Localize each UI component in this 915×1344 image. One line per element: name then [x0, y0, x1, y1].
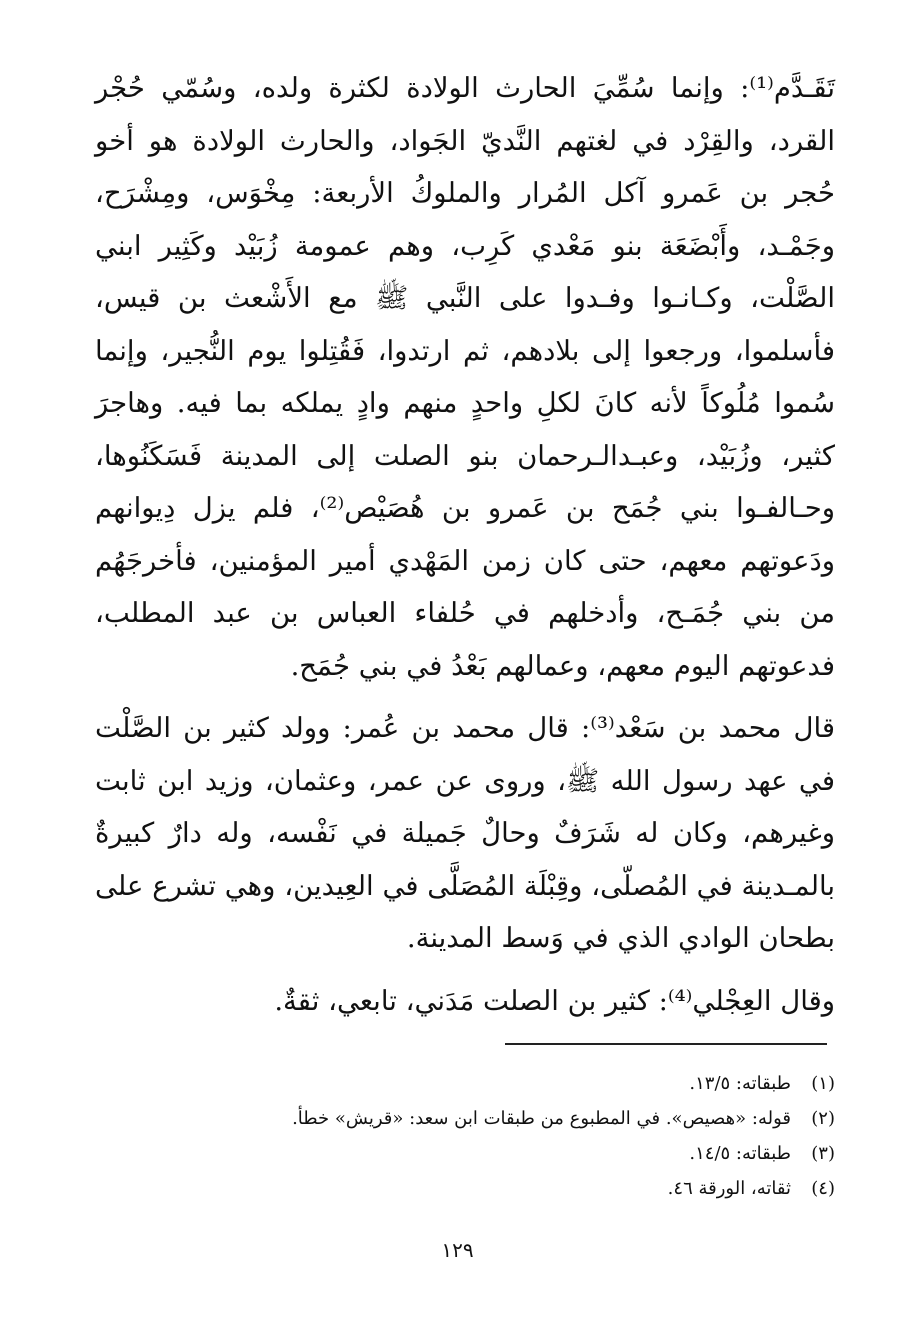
footnote-text: ثقاته، الورقة ٤٦.: [667, 1178, 791, 1199]
page-number: ١٢٩: [441, 1238, 474, 1262]
footnote-text: طبقاته: ١٣/٥.: [689, 1073, 791, 1094]
footnote-1: [95, 1066, 835, 1101]
footnote-text: قوله: «هصيص». في المطبوع من طبقات ابن سعد: «قريش» خطأ.: [292, 1108, 791, 1129]
footnote-number: (٣): [811, 1143, 835, 1164]
footnote-number: (٤): [811, 1178, 835, 1199]
footnote-4: [95, 1171, 835, 1206]
footnote-3: [95, 1136, 835, 1171]
paragraph-1: تَقَـدَّم⁽¹⁾: وإنما سُمِّيَ الحارث الولادة لكثرة ولده، وسُمّي حُجْر القرد، والقِرْد في لغتهم النَّديّ الجَواد، والحارث الولادة هو أخو حُجر بن عَمرو آكل المُرار والملوكُ الأربعة: مِخْوَس، ومِشْرَح، وجَمْـد، وأَبْضَعَة بنو مَعْدي كَرِب، وهم عمومة زُبَيْد وكَثِير ابني الصَّلْت، وكـانـوا وفـدوا على النَّبي ﷺ مع الأَشْعث بن قيس، فأسلموا، ورجعوا إلى بلادهم، ثم ارتدوا، فَقُتِلوا يوم النُّجير، وإنما سُموا مُلُوكاً لأنه كانَ لكلِ واحدٍ منهم وادٍ يملكه بما فيه. وهاجرَ كثير، وزُبَيْد، وعبـدالـرحمان بنو الصلت إلى المدينة فَسَكَنُوها، وحـالفـوا بني جُمَح بن عَمرو بن هُصَيْص⁽²⁾، فلم يزل دِيوانهم ودَعوتهم معهم، حتى كان زمن المَهْدي أمير المؤمنين، فأخرجَهُم من بني جُمَـح، وأدخلهم في حُلفاء العباس بن عبد المطلب، فدعوتهم اليوم معهم، وعمالهم بَعْدُ في بني جُمَح.: [95, 72, 835, 682]
footnote-separator: [505, 1043, 827, 1045]
footnote-number: (٢): [811, 1108, 835, 1129]
main-text: [95, 62, 835, 1027]
paragraph-2: قال محمد بن سَعْد⁽³⁾: قال محمد بن عُمر: وولد كثير بن الصَّلْت في عهد رسول الله ﷺ، وروى عن عمر، وعثمان، وزيد ابن ثابت وغيرهم، وكان له شَرَفٌ وحالٌ جَميلة في نَفْسه، وله دارٌ كبيرةٌ بالمـدينة في المُصلّى، وقِبْلَة المُصَلَّى في العِيدين، وهي تشرع على بطحان الوادي الذي في وَسط المدينة.: [95, 712, 835, 954]
footnote-2: [95, 1101, 835, 1136]
footnotes: [95, 1066, 835, 1206]
footnote-number: (١): [811, 1073, 835, 1094]
footnote-text: طبقاته: ١٤/٥.: [689, 1143, 791, 1164]
paragraph-3: وقال العِجْلي⁽⁴⁾: كثير بن الصلت مَدَني، تابعي، ثقةٌ.: [274, 984, 835, 1017]
